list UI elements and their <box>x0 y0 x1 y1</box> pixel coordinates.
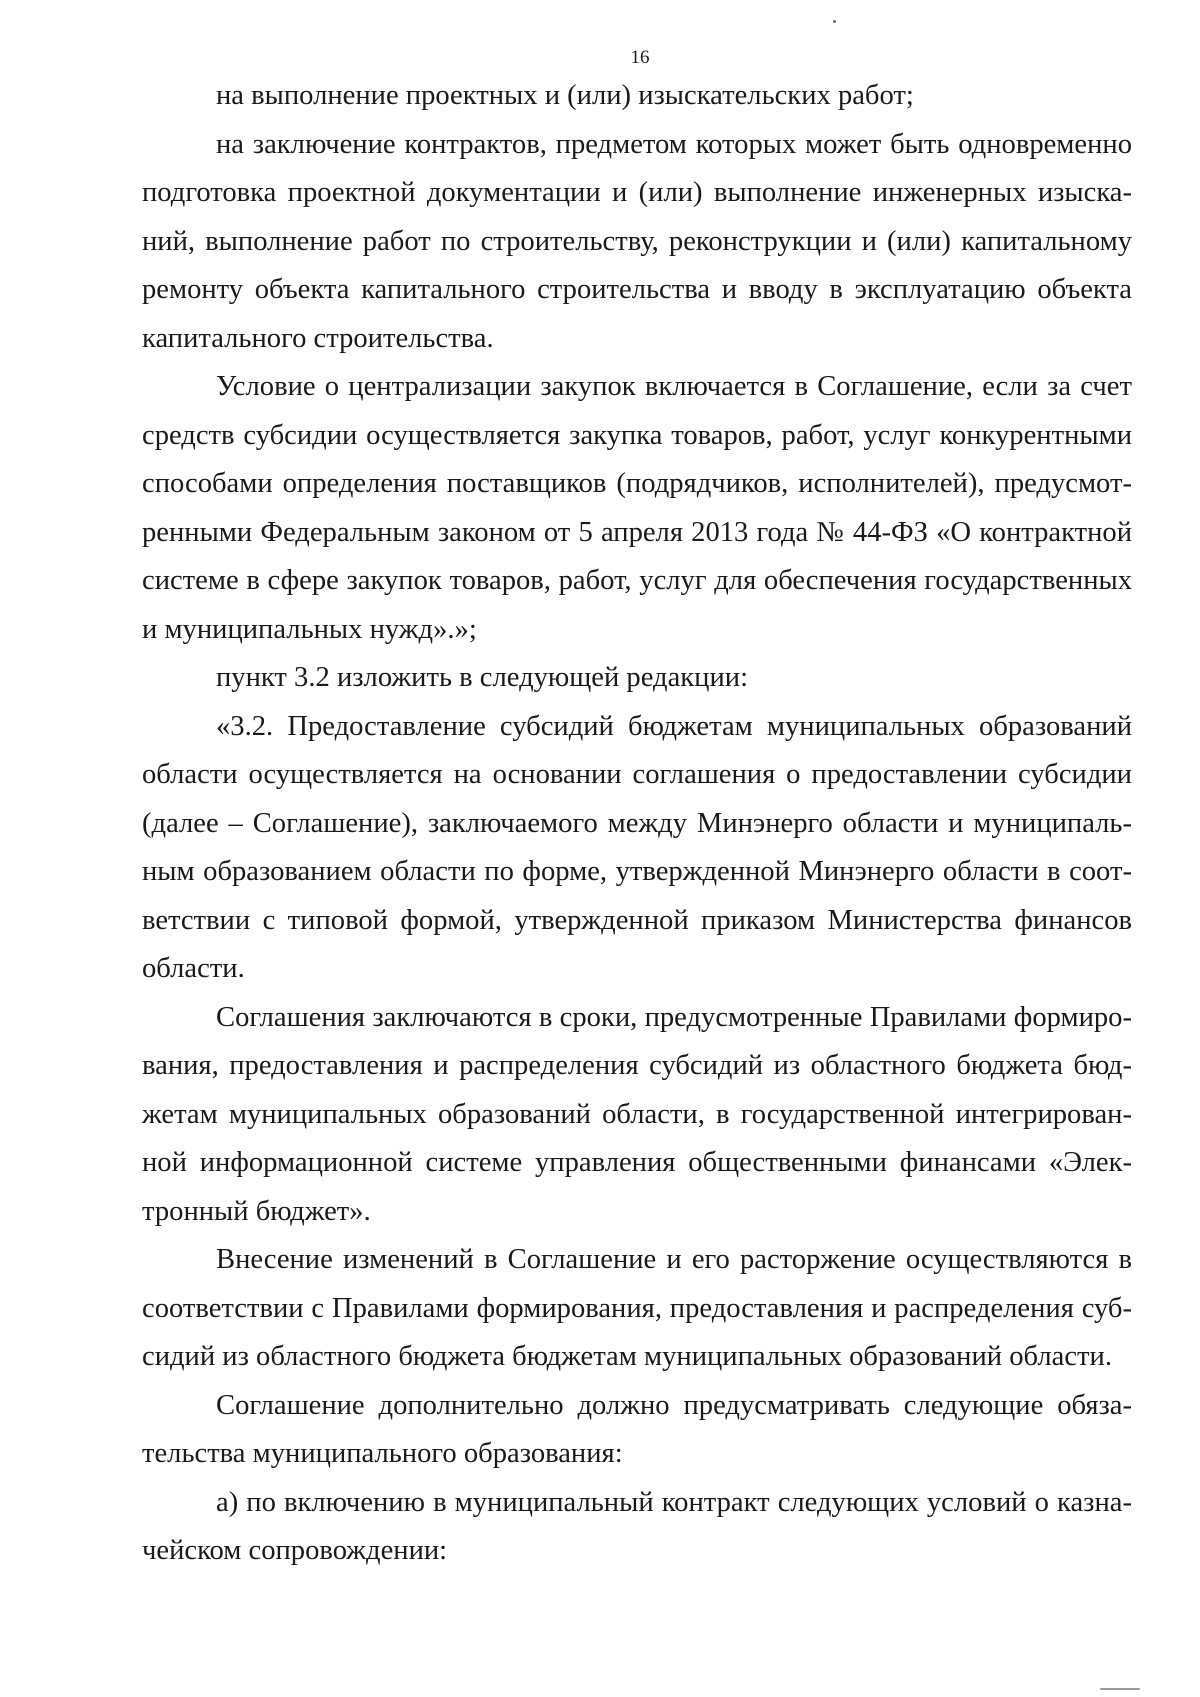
paragraph-agreement-terms: Соглашения заключаются в сроки, предусмотренные Правилами формиро-вания, предоставления и распределения субсидий из областного бюджета бюд-жетам муниципальных образований области, в государственной интегрирован-ной информационной системе управления общественными финансами «Элек-тронный бюджет». <box>142 1001 1132 1227</box>
document-body <box>142 72 1132 1576</box>
paragraph-clause-3-2-intro: пункт 3.2 изложить в следующей редакции: <box>216 662 749 693</box>
scan-artifact-top <box>833 20 836 23</box>
paragraph-clause-3-2: «3.2. Предоставление субсидий бюджетам муниципальных образований области осуществляется на основании соглашения о предоставлении субсидии (далее – Соглашение), заключаемого между Минэнерго области и муниципаль-ным образованием области по форме, утвержденной Минэнерго области в соот-ветствии с типовой формой, утвержденной приказом Министерства финансов области. <box>142 710 1132 984</box>
scan-artifact-bottom-right <box>1100 1688 1140 1690</box>
page-number: 16 <box>630 47 650 68</box>
paragraph-obligations: Соглашение дополнительно должно предусматривать следующие обяза-тельства муниципального образования: <box>142 1389 1132 1469</box>
paragraph-agreement-changes: Внесение изменений в Соглашение и его расторжение осуществляются в соответствии с Правилами формирования, предоставления и распределения суб-сидий из областного бюджета бюджетам муниципальных образований области. <box>142 1244 1132 1372</box>
paragraph-procurement-centralization: Условие о централизации закупок включается в Соглашение, если за счет средств субсидии осуществляется закупка товаров, работ, услуг конкурентными способами определения поставщиков (подрядчиков, исполнителей), предусмот-ренными Федеральным законом от 5 апреля 2013 года № 44-ФЗ «О контрактной системе в сфере закупок товаров, работ, услуг для обеспечения государственных и муниципальных нужд».»; <box>142 371 1132 645</box>
paragraph-design-survey-works: на выполнение проектных и (или) изыскательских работ; <box>216 80 914 111</box>
paragraph-item-a: а) по включению в муниципальный контракт следующих условий о казна-чейском сопровождении: <box>142 1486 1132 1566</box>
paragraph-contracts: на заключение контрактов, предметом которых может быть одновременно подготовка проектной документации и (или) выполнение инженерных изыска-ний, выполнение работ по строительству, реконструкции и (или) капитальному ремонту объекта капитального строительства и вводу в эксплуатацию объекта капитального строительства. <box>142 128 1132 354</box>
